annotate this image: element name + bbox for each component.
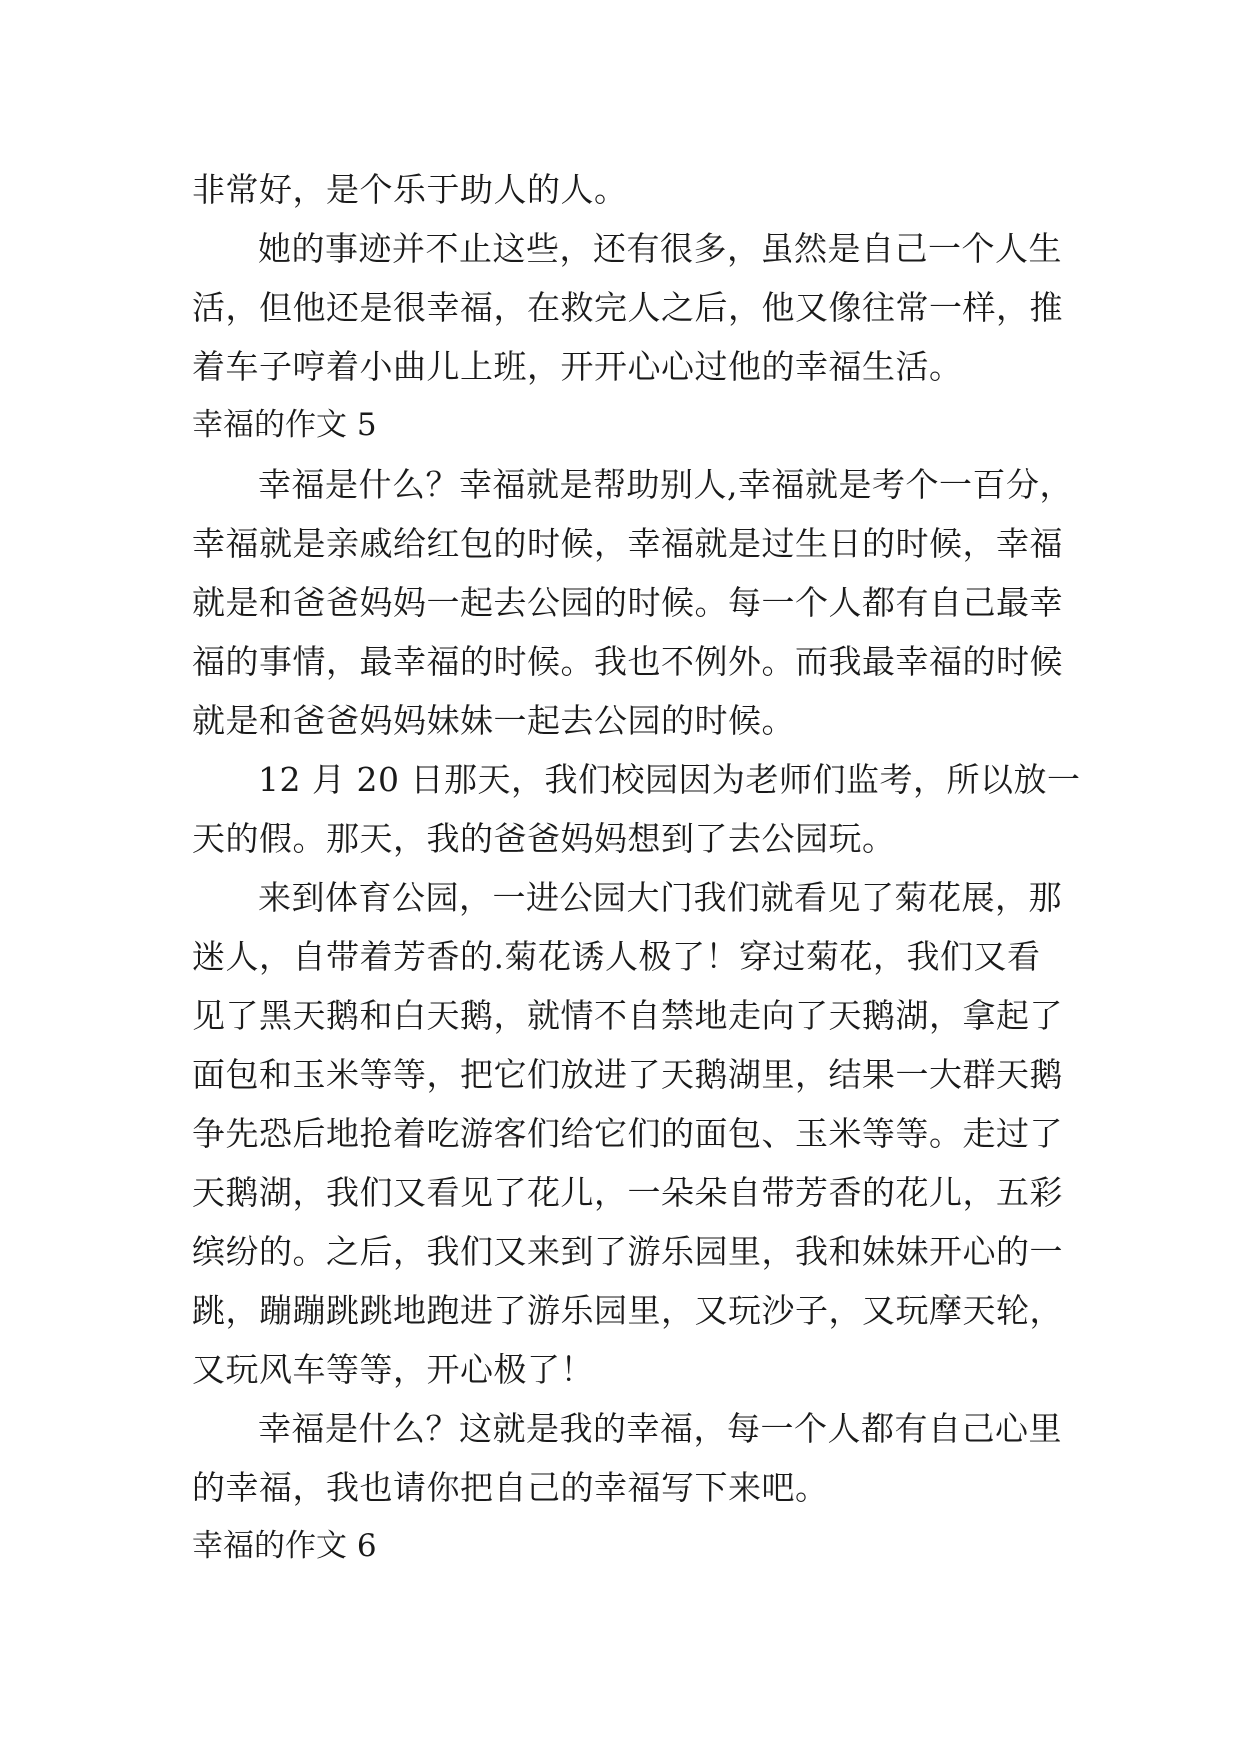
text-line: 见了黑天鹅和白天鹅，就情不自禁地走向了天鹅湖，拿起了 (192, 996, 1063, 1035)
text-line: 福的事情，最幸福的时候。我也不例外。而我最幸福的时候 (192, 642, 1063, 681)
text-line: 又玩风车等等，开心极了！ (192, 1350, 594, 1389)
section-heading: 幸福的作文 6 (192, 1528, 377, 1564)
text-line: 活，但他还是很幸福，在救完人之后，他又像往常一样，推 (192, 288, 1063, 327)
text-line: 幸福就是亲戚给红包的时候，幸福就是过生日的时候，幸福 (192, 524, 1063, 563)
text-line: 跳，蹦蹦跳跳地跑进了游乐园里，又玩沙子，又玩摩天轮， (192, 1291, 1063, 1330)
text-line: 她的事迹并不止这些，还有很多，虽然是自己一个人生 (258, 229, 1062, 268)
text-line: 来到体育公园，一进公园大门我们就看见了菊花展，那 (258, 878, 1062, 917)
text-line: 面包和玉米等等，把它们放进了天鹅湖里，结果一大群天鹅 (192, 1055, 1063, 1094)
document-page (192, 160, 1081, 1576)
text-line: 幸福是什么？这就是我的幸福，每一个人都有自己心里 (258, 1409, 1062, 1448)
text-line: 缤纷的。之后，我们又来到了游乐园里，我和妹妹开心的一 (192, 1232, 1063, 1271)
text-line: 非常好，是个乐于助人的人。 (192, 170, 628, 209)
text-line: 着车子哼着小曲儿上班，开开心心过他的幸福生活。 (192, 347, 963, 386)
text-line: 12 月 20 日那天，我们校园因为老师们监考，所以放一 (258, 760, 1081, 799)
section-heading: 幸福的作文 5 (192, 407, 377, 443)
text-line: 争先恐后地抢着吃游客们给它们的面包、玉米等等。走过了 (192, 1114, 1063, 1153)
text-line: 的幸福，我也请你把自己的幸福写下来吧。 (192, 1468, 829, 1507)
text-line: 迷人，自带着芳香的.菊花诱人极了！穿过菊花，我们又看 (192, 937, 1041, 976)
text-line: 就是和爸爸妈妈一起去公园的时候。每一个人都有自己最幸 (192, 583, 1063, 622)
text-line: 天的假。那天，我的爸爸妈妈想到了去公园玩。 (192, 819, 896, 858)
text-line: 幸福是什么？幸福就是帮助别人,幸福就是考个一百分， (258, 465, 1073, 504)
text-line: 天鹅湖，我们又看见了花儿，一朵朵自带芳香的花儿，五彩 (192, 1173, 1063, 1212)
text-line: 就是和爸爸妈妈妹妹一起去公园的时候。 (192, 701, 795, 740)
